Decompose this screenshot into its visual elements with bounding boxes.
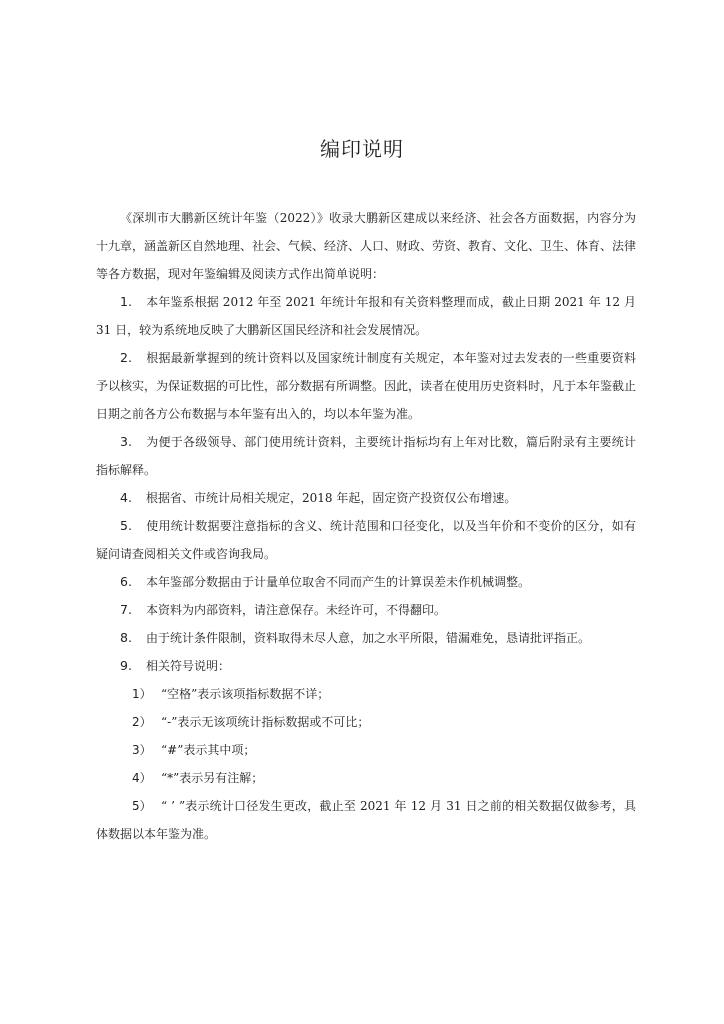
symbol-number: 1） (132, 687, 152, 701)
symbol-text: “ ’ ”表示统计口径发生更改，截止至 2021 年 12 月 31 日之前的相关数据仅做参考，具体数据以本年鉴为准。 (96, 799, 636, 841)
item-number: 1. (120, 294, 132, 309)
list-item (96, 428, 636, 484)
symbol-item (96, 680, 636, 708)
symbol-item (96, 792, 636, 848)
list-item (96, 568, 636, 596)
item-text: 本年鉴系根据 2012 年至 2021 年统计年报和有关资料整理而成，截止日期 2021 年 12 月 31 日，较为系统地反映了大鹏新区国民经济和社会发展情况。 (96, 295, 636, 337)
page-title: 编印说明 (320, 137, 404, 161)
item-text: 根据省、市统计局相关规定，2018 年起，固定资产投资仅公布增速。 (146, 491, 517, 505)
item-text: 相关符号说明： (146, 659, 231, 673)
list-item (96, 652, 636, 680)
item-number: 4. (120, 490, 132, 505)
symbol-text: “#”表示其中项； (161, 743, 256, 757)
item-number: 6. (120, 574, 132, 589)
document-body (96, 204, 636, 848)
item-text: 本年鉴部分数据由于计量单位取舍不同而产生的计算误差未作机械调整。 (146, 575, 531, 589)
item-number: 9. (120, 658, 132, 673)
item-text: 本资料为内部资料，请注意保存。未经许可，不得翻印。 (146, 603, 447, 617)
list-item (96, 512, 636, 568)
symbol-number: 2） (132, 715, 152, 729)
item-number: 2. (120, 350, 132, 365)
item-text: 由于统计条件限制，资料取得未尽人意，加之水平所限，错漏难免，恳请批评指正。 (146, 631, 591, 645)
intro-paragraph: 《深圳市大鹏新区统计年鉴（2022）》收录大鹏新区建成以来经济、社会各方面数据，内容分为十九章，涵盖新区自然地理、社会、气候、经济、人口、财政、劳资、教育、文化、卫生、体育、法律等各方数据，现对年鉴编辑及阅读方式作出简单说明： (96, 211, 637, 281)
list-item (96, 288, 636, 344)
item-number: 8. (120, 630, 132, 645)
item-text: 根据最新掌握到的统计资料以及国家统计制度有关规定，本年鉴对过去发表的一些重要资料予以核实，为保证数据的可比性，部分数据有所调整。因此，读者在使用历史资料时，凡于本年鉴截止日期之前各方公布数据与本年鉴有出入的，均以本年鉴为准。 (96, 351, 637, 421)
symbol-text: “-”表示无该项统计指标数据或不可比； (161, 715, 370, 729)
item-number: 3. (120, 434, 132, 449)
item-text: 为便于各级领导、部门使用统计资料，主要统计指标均有上年对比数，篇后附录有主要统计指标解释。 (96, 435, 636, 477)
symbol-number: 3） (132, 743, 152, 757)
item-text: 使用统计数据要注意指标的含义、统计范围和口径变化，以及当年价和不变价的区分，如有疑问请查阅相关文件或咨询我局。 (96, 519, 636, 561)
symbol-text: “*”表示另有注解； (161, 771, 264, 785)
list-item (96, 344, 636, 428)
list-item (96, 596, 636, 624)
item-number: 5. (120, 518, 132, 533)
symbol-number: 5） (132, 799, 152, 813)
symbol-text: “空格”表示该项指标数据不详； (161, 687, 330, 701)
symbol-item (96, 708, 636, 736)
list-item (96, 624, 636, 652)
symbol-item (96, 736, 636, 764)
item-number: 7. (120, 602, 132, 617)
list-item (96, 484, 636, 512)
symbol-item (96, 764, 636, 792)
symbol-number: 4） (132, 771, 152, 785)
